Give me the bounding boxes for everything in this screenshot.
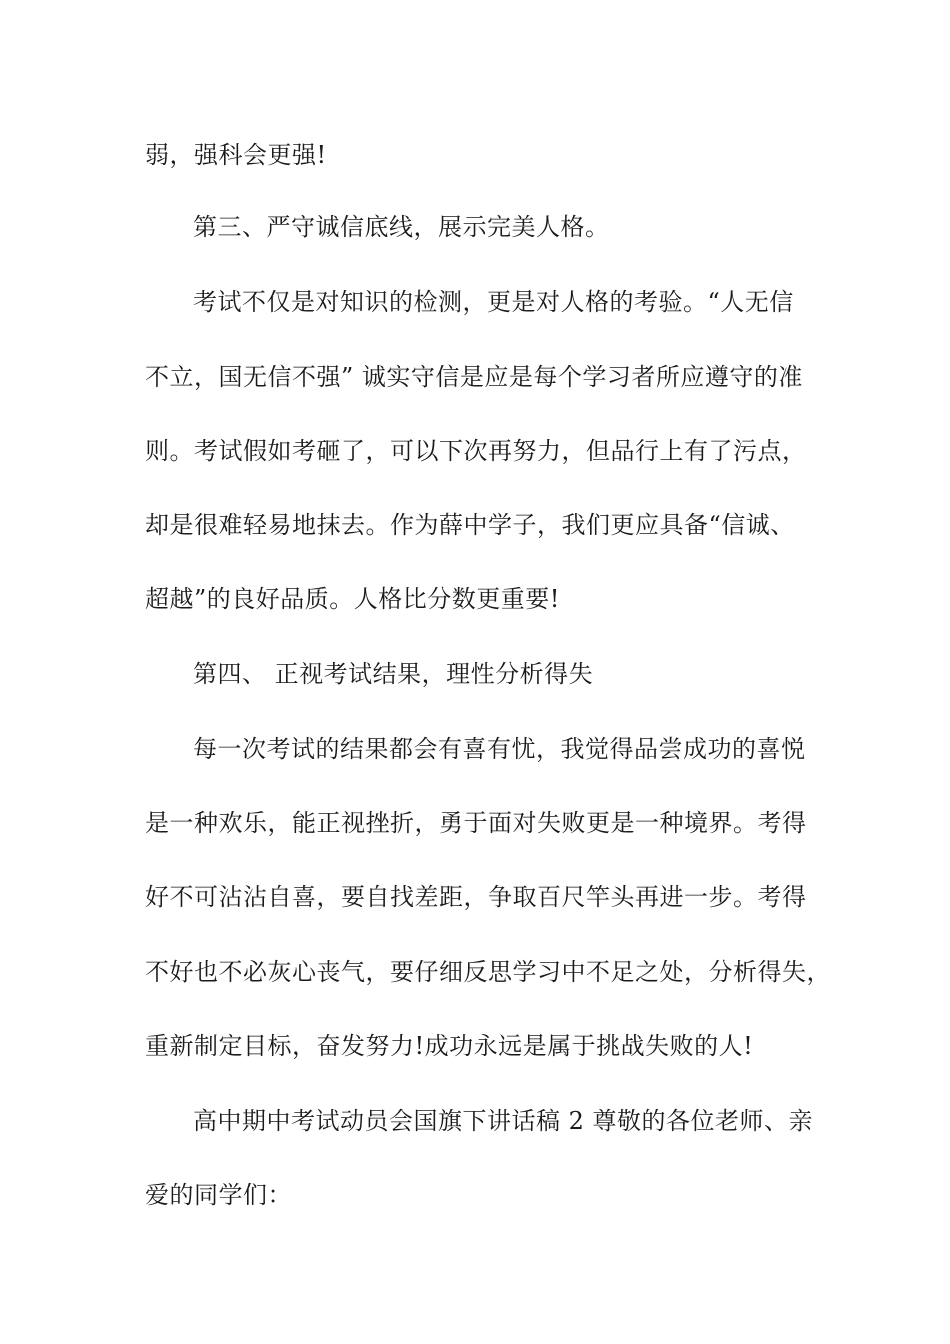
section-heading-four: 第四、 正视考试结果，理性分析得失 <box>193 660 594 688</box>
salutation-line: 爱的同学们： <box>145 1181 292 1209</box>
paragraph-line: 是一种欢乐，能正视挫折，勇于面对失败更是一种境界。考得 <box>145 809 807 837</box>
section-heading-three: 第三、严守诚信底线，展示完美人格。 <box>193 213 610 241</box>
paragraph-line: 不好也不必灰心丧气，要仔细反思学习中不足之处，分析得失， <box>145 958 831 986</box>
paragraph-line: 不立，国无信不强” 诚实守信是应是每个学习者所应遵守的准 <box>145 363 803 391</box>
speech-title-line: 高中期中考试动员会国旗下讲话稿 2 尊敬的各位老师、亲 <box>193 1107 814 1135</box>
paragraph-line: 考试不仅是对知识的检测，更是对人格的考验。“人无信 <box>193 288 794 316</box>
paragraph-line: 却是很难轻易地抹去。作为薛中学子，我们更应具备“信诚、 <box>145 511 795 539</box>
paragraph-line: 则。考试假如考砸了，可以下次再努力，但品行上有了污点， <box>145 437 807 465</box>
paragraph-line: 重新制定目标，奋发努力!成功永远是属于挑战失败的人! <box>145 1032 754 1060</box>
paragraph-line: 超越”的良好品质。人格比分数更重要! <box>145 585 560 613</box>
paragraph-line: 每一次考试的结果都会有喜有忧，我觉得品尝成功的喜悦 <box>193 735 806 763</box>
paragraph-line: 弱，强科会更强! <box>145 141 327 169</box>
paragraph-line: 好不可沾沾自喜，要自找差距，争取百尺竿头再进一步。考得 <box>145 883 807 911</box>
